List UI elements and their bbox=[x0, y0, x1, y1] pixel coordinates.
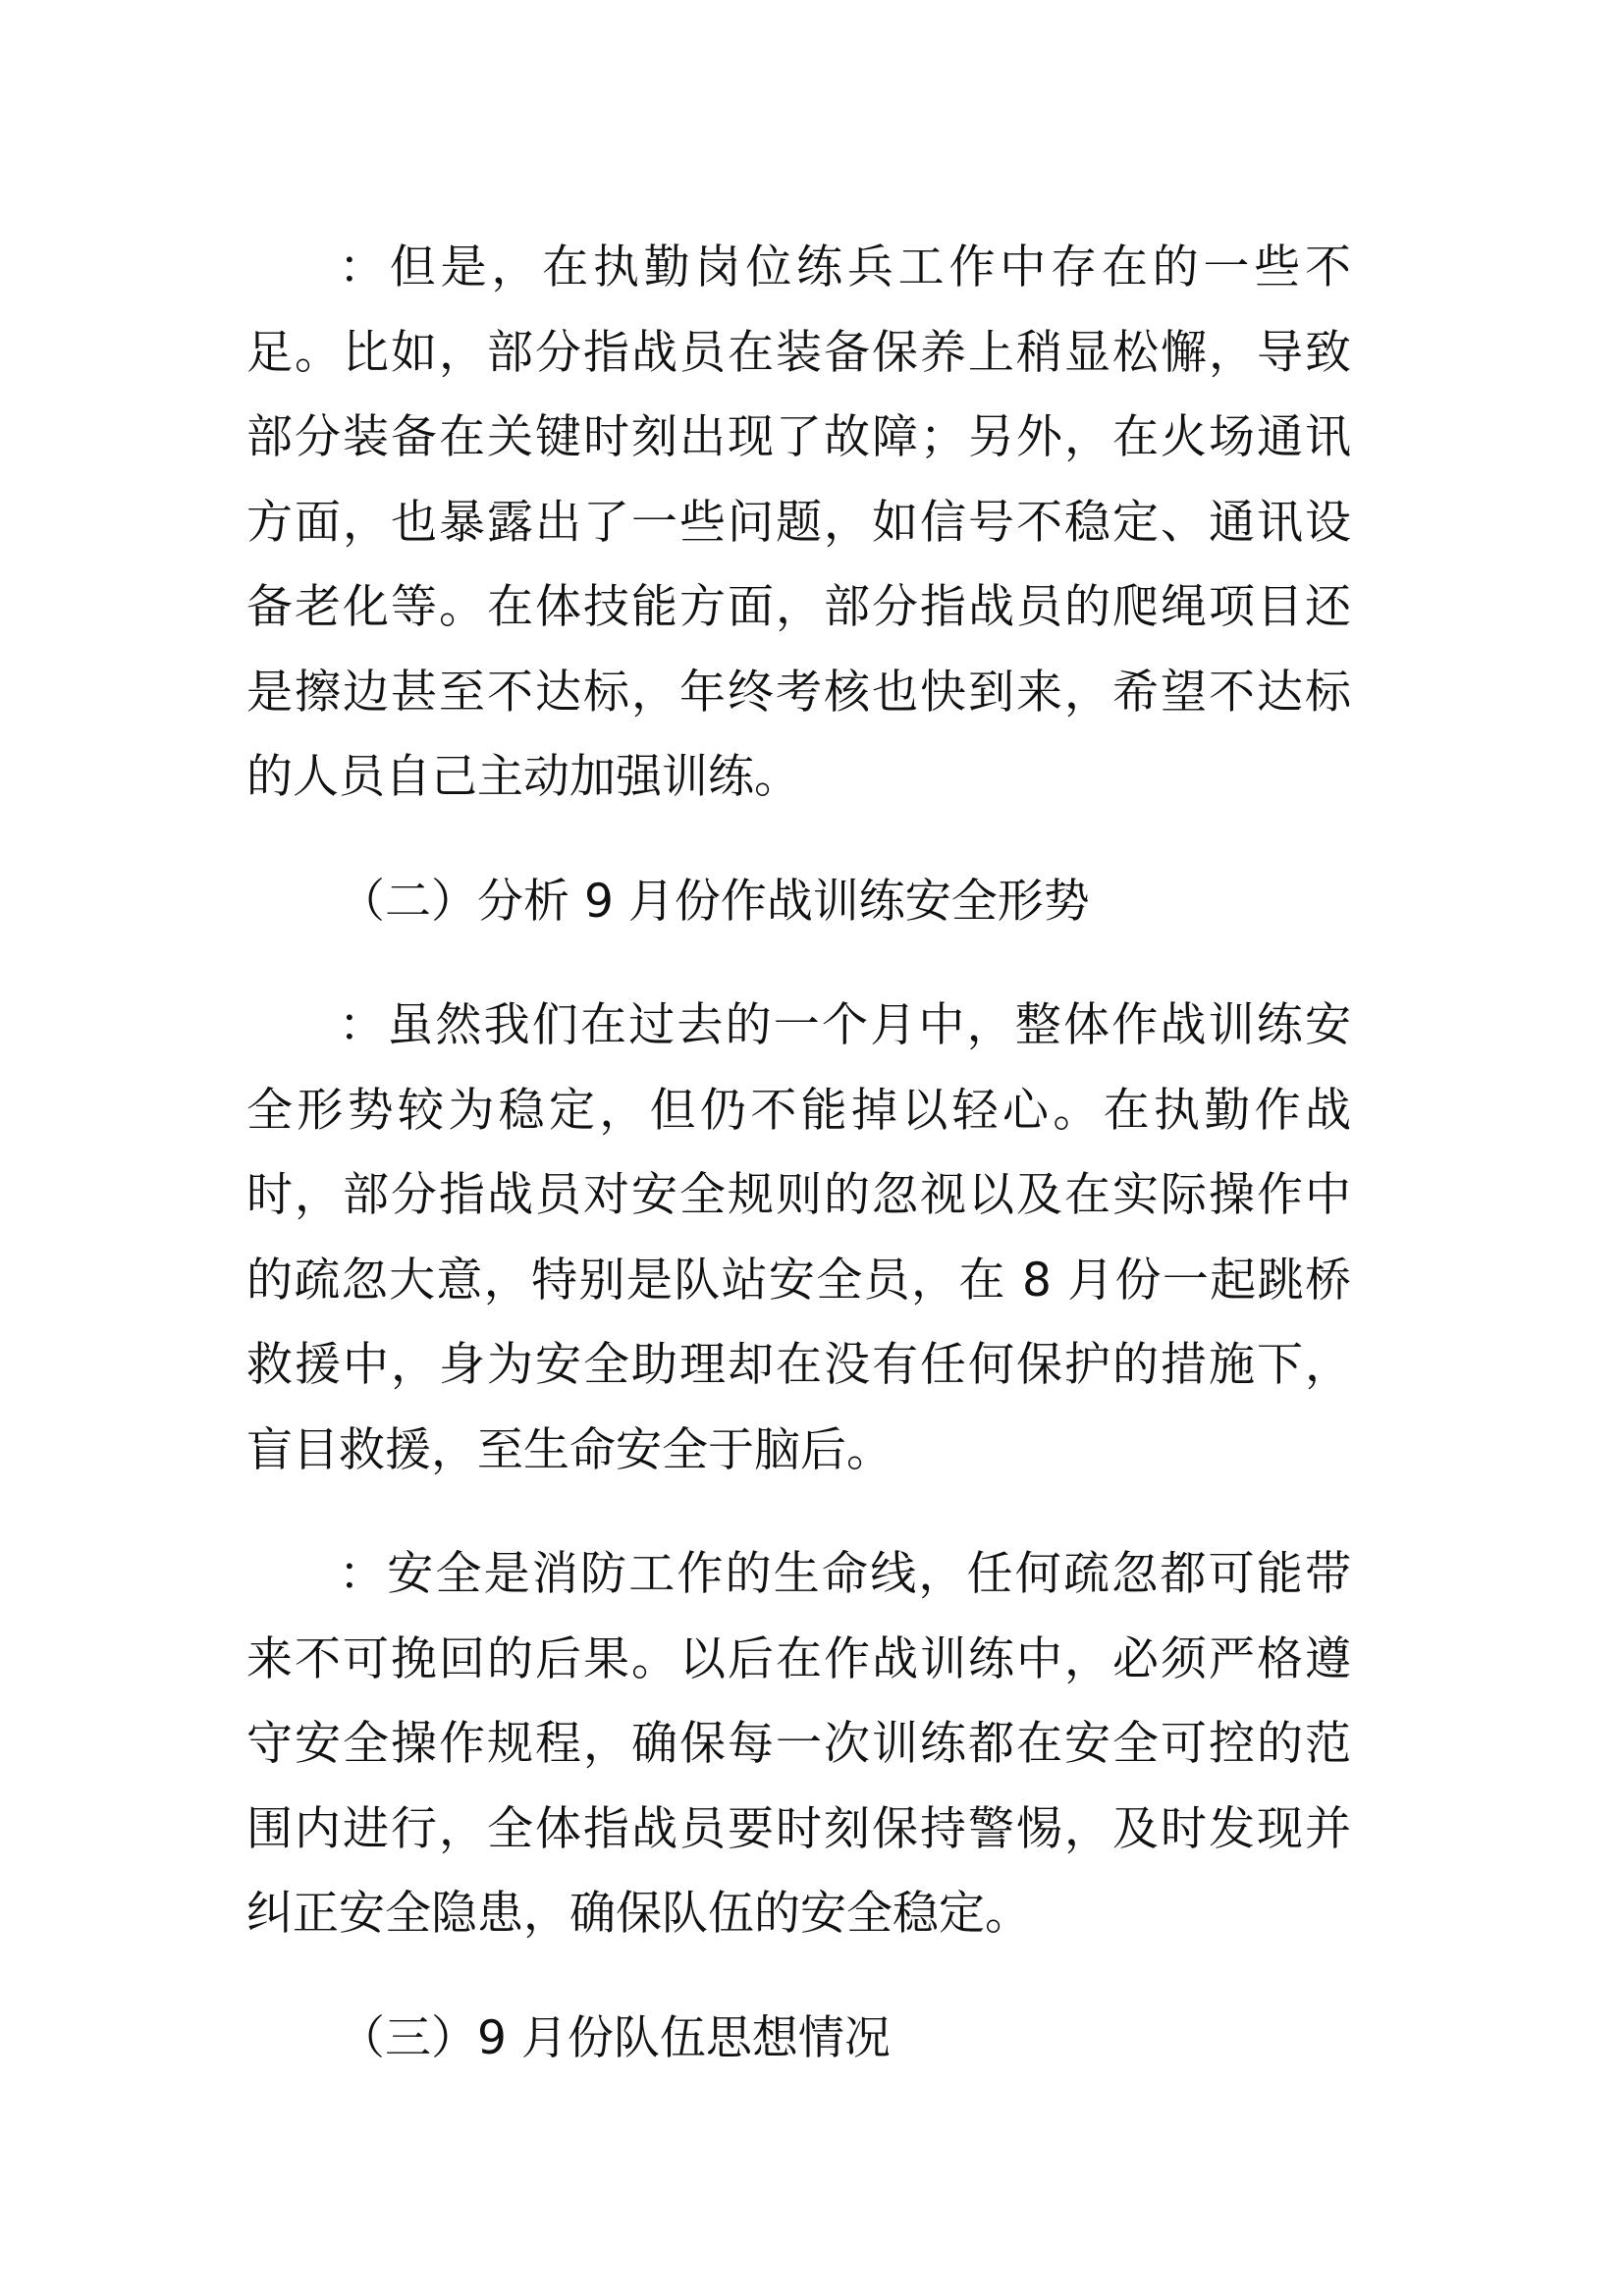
paragraph-equipment-shortcomings: ：但是，在执勤岗位练兵工作中存在的一些不足。比如，部分指战员在装备保养上稍显松懈，导致部分装备在关键时刻出现了故障；另外，在火场通讯方面，也暴露出了一些问题，如信号不稳定、通讯设备老化等。在体技能方面，部分指战员的爬绳项目还是擦边甚至不达标，年终考核也快到来，希望不达标的人员自己主动加强训练。 bbox=[246, 240, 1351, 804]
paragraph-safety-requirements: ：安全是消防工作的生命线，任何疏忽都可能带来不可挽回的后果。以后在作战训练中，必须严格遵守安全操作规程，确保每一次训练都在安全可控的范围内进行，全体指战员要时刻保持警惕，及时发现并纠正安全隐患，确保队伍的安全稳定。 bbox=[246, 1547, 1351, 1941]
section-heading-safety-situation: （二）分析 9 月份作战训练安全形势 bbox=[339, 874, 1090, 929]
paragraph-safety-situation: ：虽然我们在过去的一个月中，整体作战训练安全形势较为稳定，但仍不能掉以轻心。在执勤作战时，部分指战员对安全规则的忽视以及在实际操作中的疏忽大意，特别是队站安全员，在 8 月份一起跳桥救援中，身为安全助理却在没有任何保护的措施下，盲目救援，至生命安全于脑后。 bbox=[246, 998, 1351, 1477]
section-heading-team-morale: （三）9 月份队伍思想情况 bbox=[339, 2010, 891, 2065]
document-body bbox=[246, 226, 1351, 2081]
